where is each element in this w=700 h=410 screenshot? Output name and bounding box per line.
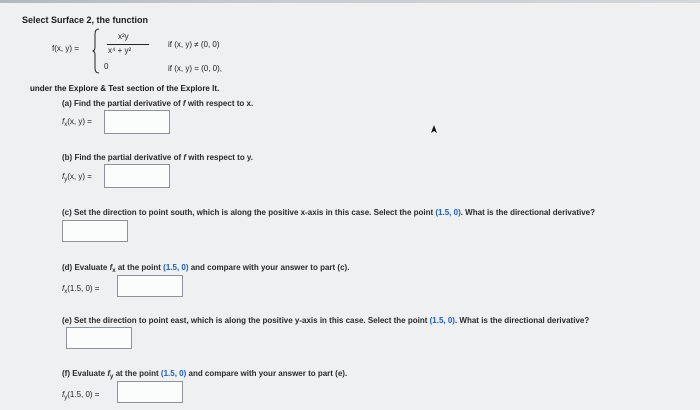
part-c-answer-field[interactable]	[62, 220, 128, 242]
cursor-icon	[430, 124, 438, 134]
part-a-label: $f_x(x$, y) =	[62, 117, 92, 128]
function-denominator: x⁴ + y²	[108, 46, 132, 55]
part-d-question: (d) Evaluate $f_x$ at the point (1.5, 0) and compare with your answer to part (c).	[62, 263, 350, 274]
part-c-question: (c) Set the direction to point south, which is along the positive x-axis in this case. Select the point (1.5, 0). What is the directional derivative?	[62, 208, 595, 217]
part-b-question: (b) Find the partial derivative of f with respect to y.	[62, 153, 254, 162]
part-e-question: (e) Set the direction to point east, which is along the positive y-axis in this case. Select the point (1.5, 0). What is the directional derivative?	[62, 316, 590, 325]
part-d-answer-field[interactable]	[117, 275, 183, 297]
intro-text: Select Surface 2, the function	[22, 15, 149, 25]
function-lhs: f(x, y) =	[52, 44, 79, 53]
case2-condition: if (x, y) = (0, 0),	[168, 64, 223, 73]
part-f-label: $f_y(1.5$, 0) =	[62, 390, 100, 401]
case1-condition: if (x, y) ≠ (0, 0)	[168, 40, 220, 49]
part-e-answer-field[interactable]	[66, 327, 132, 349]
part-b-label: $f_y(x$, y) =	[62, 172, 92, 183]
part-a-question: (a) Find the partial derivative of f with respect to x.	[62, 99, 254, 108]
brace-icon	[92, 28, 100, 74]
part-d-label: $f_x(1.5$, 0) =	[62, 284, 100, 295]
top-divider	[0, 0, 700, 3]
part-b-answer-field[interactable]	[104, 164, 170, 188]
part-f-answer-field[interactable]	[117, 381, 183, 403]
part-f-question: (f) Evaluate $f_y$ at the point (1.5, 0) and compare with your answer to part (e).	[62, 369, 348, 380]
part-a-answer-field[interactable]	[104, 110, 170, 134]
fraction-bar	[107, 44, 149, 45]
context-text: under the Explore & Test section of the Explore It.	[30, 84, 220, 93]
case2-value: 0	[104, 62, 109, 71]
function-numerator: x²y	[118, 32, 129, 41]
